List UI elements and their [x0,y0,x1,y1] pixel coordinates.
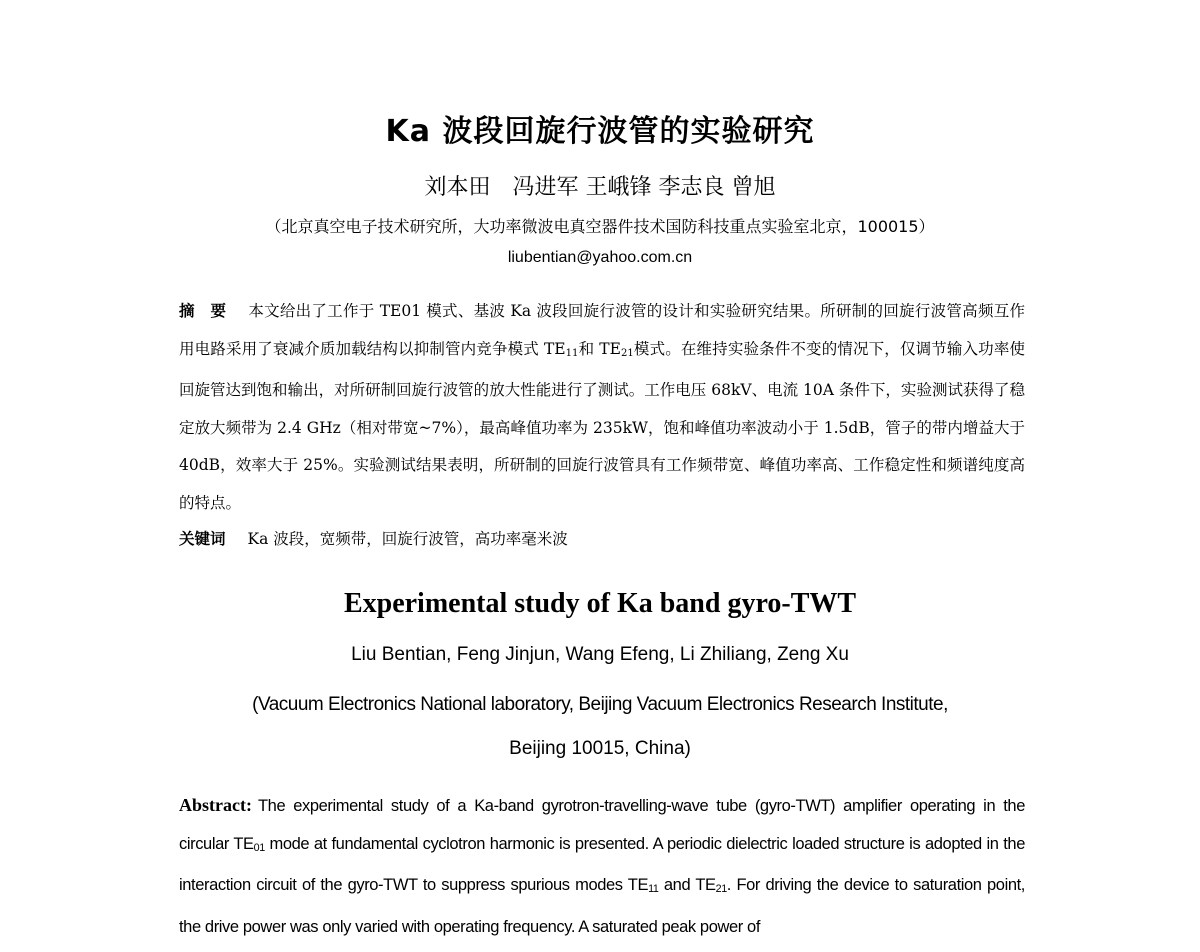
chinese-abstract-part: 模式。在维持实验条件不变的情况下，仅调节输入功率使回旋管达到饱和输出，对所研制回旋行波管的放大性能进行了测试。工作电压 68kV、电流 10A 条件下，实验测试获得了稳定放大频带为 2.4 GHz（相对带宽~7%），最高峰值功率为 235kW，饱和峰值功率波动小于 1.5dB，管子的带内增益大于 40dB，效率大于 25%。实验测试结果表明，所研制的回旋行波管具有工作频带宽、峰值功率高、工作稳定性和频谱纯度高的特点。 [179,339,1025,512]
subscript: 01 [253,841,265,854]
subscript: 21 [620,347,634,359]
subscript: 21 [715,883,727,896]
subscript: 11 [648,883,659,896]
chinese-abstract-label: 摘 要 [179,302,227,320]
chinese-authors: 刘本田 冯进军 王峨锋 李志良 曾旭 [424,175,776,200]
english-abstract [179,787,1025,946]
chinese-abstract-part: 和 TE [578,339,621,358]
english-authors: Liu Bentian, Feng Jinjun, Wang Efeng, Li Zhiliang, Zeng Xu [351,644,849,665]
english-abstract-part: mode at fundamental cyclotron harmonic is presented. A periodic dielectric loaded structure is adopted in the interaction circuit of the gyro-TWT to suppress spurious modes TE [179,834,1025,895]
chinese-keywords-label: 关键词 [179,530,226,548]
chinese-keywords [179,523,1025,555]
english-abstract-label: Abstract: [179,795,252,815]
english-affiliation-line2: Beijing 10015, China) [509,738,691,759]
chinese-affiliation: （北京真空电子技术研究所，大功率微波电真空器件技术国防科技重点实验室北京，100015） [265,217,935,236]
chinese-abstract [179,293,1025,522]
english-abstract-part: . For driving the device to saturation point, the drive power was only varied with operating frequency. A saturated peak power of [179,876,1025,936]
subscript: 11 [565,347,579,359]
english-title: Experimental study of Ka band gyro-TWT [343,588,857,619]
english-affiliation-line1: (Vacuum Electronics National laboratory, Beijing Vacuum Electronics Research Institute, [252,694,948,715]
chinese-title: Ka 波段回旋行波管的实验研究 [385,114,815,149]
chinese-abstract-part: 本文给出了工作于 TE01 模式、基波 Ka 波段回旋行波管的设计和实验研究结果。所研制的回旋行波管高频互作用电路采用了衰减介质加载结构以抑制管内竞争模式 TE [179,302,1025,358]
author-email: liubentian@yahoo.com.cn [507,249,693,266]
english-abstract-part: The experimental study of a Ka-band gyrotron-travelling-wave tube (gyro-TWT) amplifier operating in the circular TE [179,797,1025,853]
chinese-keywords-text: Ka 波段，宽频带，回旋行波管，高功率毫米波 [247,530,568,548]
english-abstract-part: and TE [658,876,716,895]
